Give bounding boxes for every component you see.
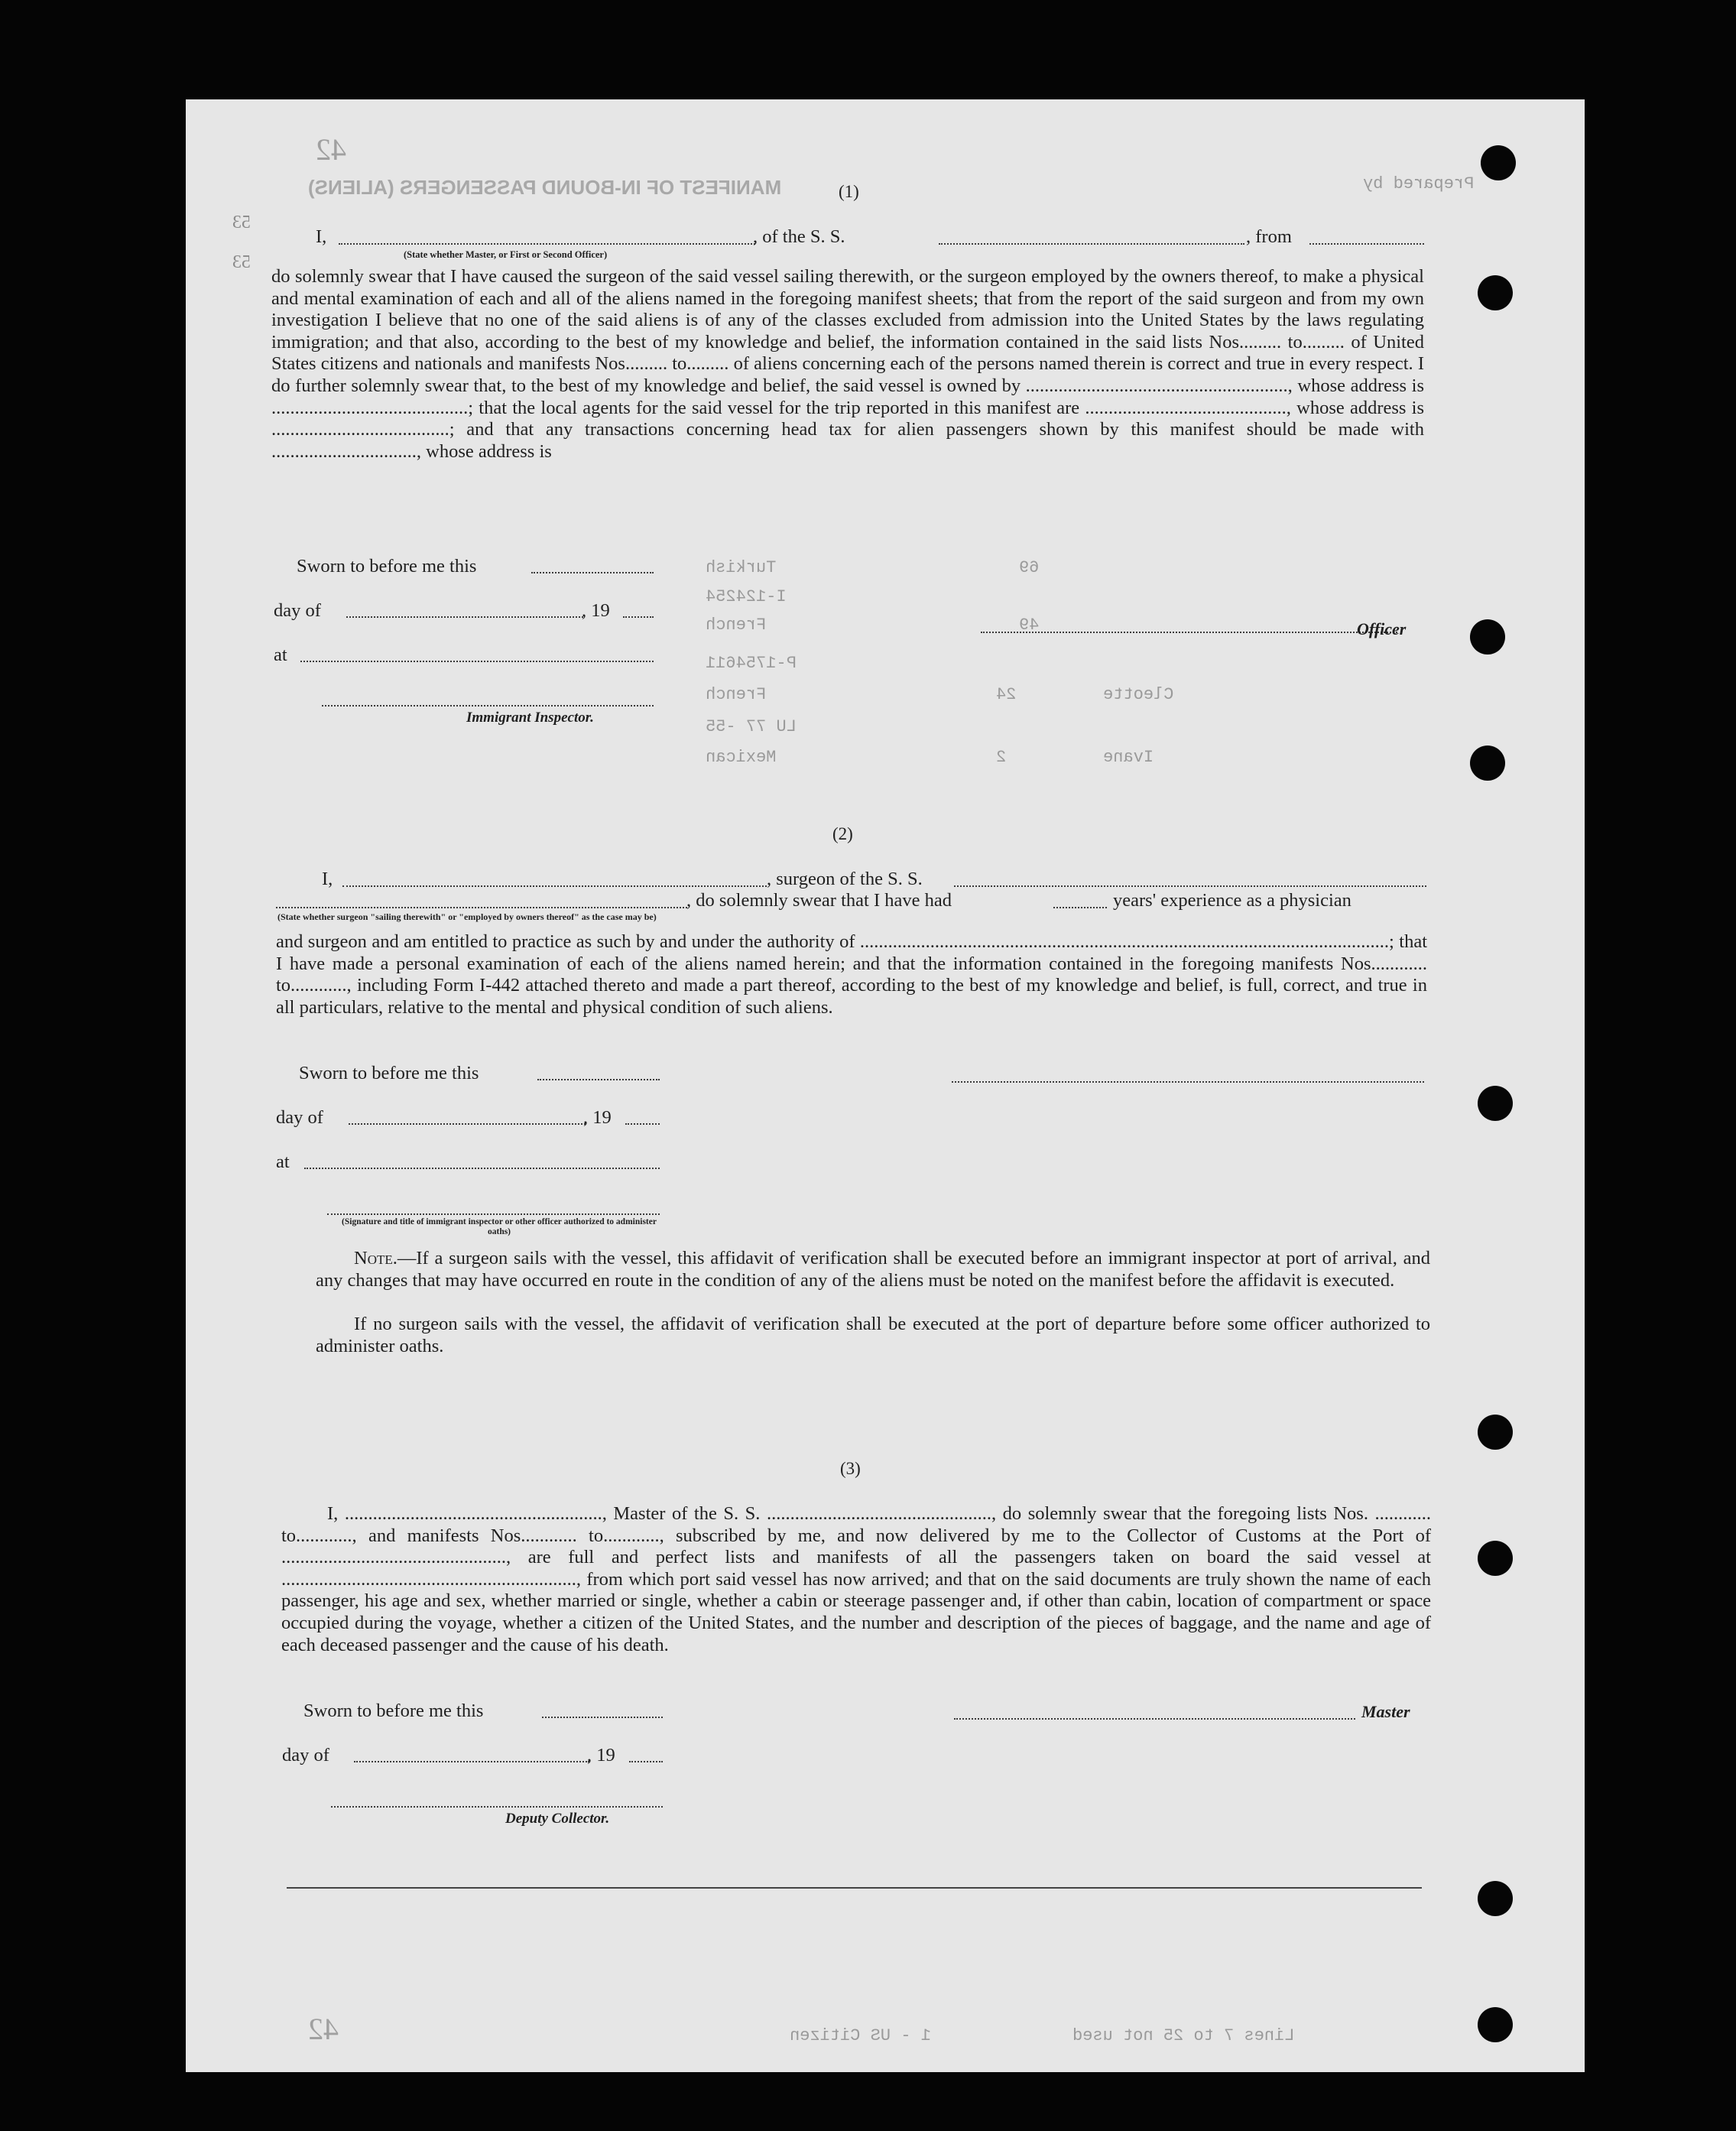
section-2-number: (2) [832, 824, 853, 843]
section-2-note-label: Note. [354, 1248, 397, 1269]
bleed-bottom-note-b: Lines 7 to 25 not used [1072, 2026, 1295, 2045]
section-2-surgeon-signature[interactable] [952, 1081, 1424, 1083]
punch-hole [1481, 145, 1516, 180]
section-2-inspector-signature[interactable] [327, 1213, 660, 1215]
bleed-name-0: Cleotte [1103, 685, 1174, 704]
section-1-inspector-label: Immigrant Inspector. [466, 710, 594, 726]
section-2-surgeon-type-field[interactable] [276, 907, 687, 908]
section-1-vessel-field[interactable] [939, 243, 1244, 245]
section-1-officer-signature[interactable] [981, 632, 1397, 633]
bleed-nationality-3: P-1754611 [706, 654, 797, 673]
section-2-at-field[interactable] [304, 1168, 660, 1169]
section-1-at-field[interactable] [300, 661, 654, 662]
bleed-age-3: 2 [996, 748, 1007, 767]
margin-number-53-b: 53 [232, 252, 251, 272]
section-1-number: (1) [839, 182, 859, 201]
section-1-line1-of-ss: , of the S. S. [753, 226, 845, 247]
section-1-inspector-signature[interactable] [322, 705, 654, 707]
section-1-officer-caption: (State whether Master, or First or Second Officer) [404, 249, 608, 260]
section-2-line2-years: years' experience as a physician [1113, 890, 1351, 911]
section-2-signature-caption: (Signature and title of immigrant inspector or other officer authorized to administer oaths) [342, 1217, 657, 1236]
punch-hole [1478, 1541, 1513, 1576]
bleed-age-2: 24 [996, 685, 1017, 704]
bleed-nationality-6: Mexican [706, 748, 777, 767]
section-2-note-2: If no surgeon sails with the vessel, the affidavit of verification shall be executed at the port of departure before some officer authorized to administer oaths. [316, 1314, 1430, 1356]
section-3-collector-label: Deputy Collector. [505, 1811, 610, 1827]
section-2-year-field[interactable] [625, 1123, 660, 1125]
bottom-rule [287, 1887, 1422, 1889]
section-3-day-of: day of [282, 1745, 329, 1766]
bleed-nationality-4: French [706, 685, 767, 704]
section-1-day-of: day of [274, 600, 321, 621]
section-2-sworn: Sworn to before me this [299, 1063, 479, 1083]
form-page [186, 99, 1585, 2072]
section-1-at: at [274, 645, 287, 665]
section-2-paragraph: and surgeon and am entitled to practice as such by and under the authority of .................................................................................................................; that I have made a personal examination of each of the aliens named herein; and that the information contained in the foregoing manifests Nos............ to............, including Form I-442 attached thereto and made a part thereof, according to the best of my knowledge and belief, is full, correct, and true in all particulars, relative to the mental and physical condition of such aliens. [276, 931, 1427, 1018]
bleed-page-number-bottom: 42 [308, 2012, 339, 2046]
section-2-day-field[interactable] [349, 1123, 586, 1125]
punch-hole [1478, 1881, 1513, 1916]
punch-hole [1478, 1415, 1513, 1450]
punch-hole [1470, 746, 1505, 781]
section-1-day-field[interactable] [346, 616, 583, 618]
section-3-master-label: Master [1361, 1702, 1410, 1721]
bleed-age-1: 49 [1019, 616, 1040, 635]
section-2-note-text: —If a surgeon sails with the vessel, this affidavit of verification shall be executed before an immigrant inspector at port of arrival, and any changes that may have occurred en route in the condition of any of the aliens must be noted on the manifest before the affidavit is executed. [316, 1248, 1430, 1291]
bleed-nationality-1: I-124254 [706, 587, 787, 606]
section-3-collector-signature[interactable] [331, 1806, 663, 1808]
punch-hole [1478, 275, 1513, 310]
bleed-page-number-top: 42 [316, 132, 346, 167]
bleed-age-0: 69 [1019, 558, 1040, 577]
section-1-from-field[interactable] [1309, 243, 1424, 245]
section-3-year: , 19 [587, 1745, 615, 1766]
section-2-line2-swear: , do solemnly swear that I have had [686, 890, 952, 911]
section-3-number: (3) [840, 1459, 861, 1478]
bleed-bottom-note-a: 1 - US Citizen [790, 2026, 931, 2045]
bleed-prepared-by: Prepared by [1363, 174, 1475, 193]
section-1-paragraph: do solemnly swear that I have caused the surgeon of the said vessel sailing therewith, or the surgeon employed by the owners thereof, to make a physical and mental examination of each and all of the aliens named in the foregoing manifest sheets; that from the report of the said surgeon and from my own investigation I believe that no one of the said aliens is of any of the classes excluded from admission into the United States by the laws regulating immigration; and that also, according to the best of my knowledge and belief, the information contained in the said lists Nos......... to......... of United States citizens and nationals and manifests Nos......... to......... of aliens concerning each of the persons named therein is correct and true in every respect. I do further solemnly swear that, to the best of my knowledge and belief, the said vessel is owned by ........................................................, whose address is ..........................................; that the local agents for the said vessel for the trip reported in this manifest are ..........................................., whose address is ......................................; and that any transactions concerning head tax for alien passengers shown by this manifest should be made with ..............................., whose address is [271, 266, 1424, 462]
section-1-line1-I: I, [316, 226, 327, 247]
section-3-sworn-field[interactable] [542, 1717, 663, 1718]
section-2-day-of: day of [276, 1107, 323, 1128]
section-2-years-field[interactable] [1053, 907, 1107, 908]
section-1-year: , 19 [582, 600, 610, 621]
section-1-officer-field[interactable] [339, 243, 755, 245]
section-2-surgeon-caption: (State whether surgeon "sailing therewith" or "employed by owners thereof" as the case may be) [277, 911, 657, 922]
bleed-nationality-0: Turkish [706, 558, 777, 577]
section-2-line1-I: I, [322, 869, 333, 889]
bleed-name-1: Ivane [1103, 748, 1154, 767]
section-1-sworn-field[interactable] [531, 572, 654, 573]
section-2-note [316, 1248, 1430, 1291]
section-3-paragraph: I, ......................................................., Master of the S. S. ................................................, do solemnly swear that the foregoing lists Nos. ............ to............, and manifests Nos............ to............, subscribed by me, and now delivered by me to the Collector of Customs at the Port of ................................................, are full and perfect lists and manifests of all the passengers taken on board the said vessel at ..............................................................., from which port said vessel has now arrived; and that on the said documents are truly shown the name of each passenger, his age and sex, whether married or single, whether a cabin or steerage passenger and, if other than cabin, location of compartment or space occupied during the voyage, whether a citizen of the United States, and the number and description of the pieces of baggage, and the name and age of each deceased passenger and the cause of his death. [281, 1503, 1431, 1655]
bleed-nationality-2: French [706, 616, 767, 635]
section-3-sworn: Sworn to before me this [303, 1701, 484, 1721]
section-1-line1-from: , from [1246, 226, 1292, 247]
section-2-vessel-field[interactable] [954, 885, 1426, 887]
section-2-surgeon-name-field[interactable] [342, 885, 767, 887]
punch-hole [1470, 619, 1505, 655]
section-2-line1-surgeon: , surgeon of the S. S. [767, 869, 923, 889]
section-3-master-signature[interactable] [954, 1718, 1355, 1720]
section-1-year-field[interactable] [623, 616, 654, 618]
punch-hole [1478, 1086, 1513, 1121]
section-2-year: , 19 [583, 1107, 612, 1128]
punch-hole [1478, 2007, 1513, 2042]
bleed-manifest-header: MANIFEST OF IN-BOUND PASSENGERS (ALIENS) [308, 176, 782, 199]
bleed-nationality-5: LU 77 -55 [706, 717, 797, 736]
section-3-day-field[interactable] [354, 1761, 589, 1762]
section-1-sworn: Sworn to before me this [297, 556, 477, 577]
section-1-officer-label: Officer [1357, 619, 1407, 638]
section-2-sworn-field[interactable] [537, 1079, 660, 1080]
section-3-year-field[interactable] [629, 1761, 663, 1762]
margin-number-53-a: 53 [232, 213, 251, 232]
section-2-at: at [276, 1152, 290, 1172]
